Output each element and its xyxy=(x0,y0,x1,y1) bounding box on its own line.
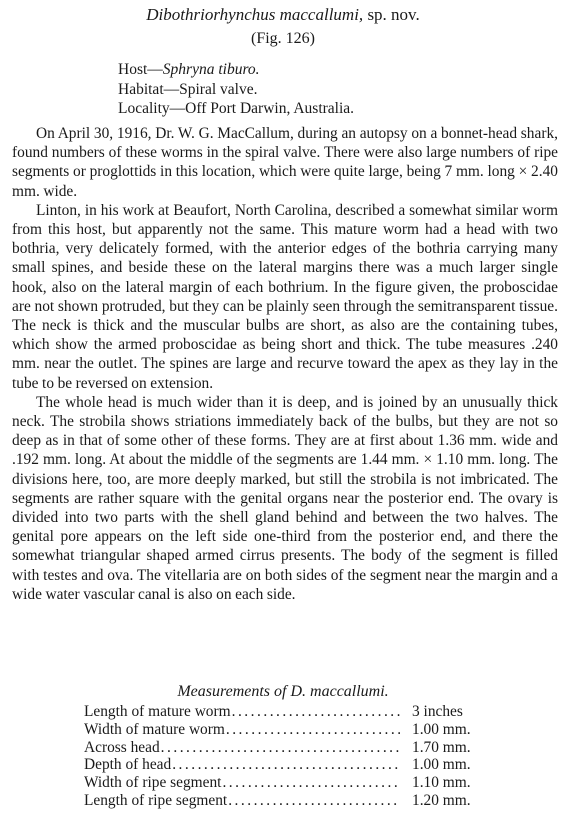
species-title xyxy=(0,4,566,26)
measurement-row xyxy=(84,774,504,792)
measurement-value: 1.00 mm. xyxy=(412,756,471,774)
dot-leader xyxy=(231,703,400,721)
specimen-metadata xyxy=(118,60,354,119)
measurement-value: 1.00 mm. xyxy=(412,720,471,738)
measurement-label: Depth of head xyxy=(84,756,172,774)
measurement-label: Length of mature worm xyxy=(84,703,231,720)
measurement-label: Across head xyxy=(84,738,160,756)
habitat-line: Habitat—Spiral valve. xyxy=(118,80,258,98)
measurement-value: 1.10 mm. xyxy=(412,774,471,792)
measurement-row xyxy=(84,792,504,810)
locality-line: Locality—Off Port Darwin, Australia. xyxy=(118,100,355,117)
measurement-value: 1.70 mm. xyxy=(412,738,471,756)
dot-leader xyxy=(225,721,400,739)
measurement-value: 1.20 mm. xyxy=(412,791,471,809)
measurements-table xyxy=(84,703,504,810)
measurement-row xyxy=(84,756,504,774)
host-value: Sphryna tiburo. xyxy=(162,61,260,78)
measurement-label: Width of mature worm xyxy=(84,720,225,738)
paragraph-head-strobila: The whole head is much wider than it is deep, and is joined by an unusually thick neck. The strobila shows striations immediately back of the bulbs, but they are not so deep as in that of some other of these forms. They are at first about 1.36 mm. wide and .192 mm. long. At about the middle of the segments are 1.44 mm. × 1.10 mm. long. The divisions here, too, are more deeply marked, but still the strobila is not imbricated. The segments are rather square with the genital organs near the posterior end. The ovary is divided into two parts with the shell gland behind and between the two halves. The genital pore appears on the left side one-third from the posterior end, and there the somewhat triangular shaped armed cirrus presents. The body of the segment is filled with testes and ova. The vitellaria are on both sides of the segment near the margin and a wide water vascular canal is also on each side. xyxy=(12,393,558,603)
description-body xyxy=(12,124,558,604)
measurement-label: Width of ripe segment xyxy=(84,774,222,792)
paragraph-discovery: On April 30, 1916, Dr. W. G. MacCallum, during an autopsy on a bonnet-head shark, found numbers of these worms in the spiral valve. There were also large numbers of ripe segments or proglottids in this location, which were quite large, being 7 mm. long × 2.40 mm. wide. xyxy=(12,125,558,200)
measurement-row xyxy=(84,739,504,757)
measurement-row xyxy=(84,721,504,739)
figure-reference: (Fig. 126) xyxy=(251,30,315,47)
dot-leader xyxy=(171,756,400,774)
species-suffix: sp. nov. xyxy=(367,5,420,24)
dot-leader xyxy=(160,739,400,757)
dot-leader xyxy=(227,792,400,810)
measurement-row xyxy=(84,703,504,721)
paragraph-linton: Linton, in his work at Beaufort, North Carolina, described a somewhat similar worm from this host, but apparently not the same. This mature worm had a head with two bothria, very delicately formed, with the anterior edges of the bothria carrying many small spines, and beside these on the lateral margins there was a much larger single hook, also on the lateral margin of each bothrium. In the figure given, the proboscidae are not shown protruded, but they can be plainly seen through the semitransparent tissue. The neck is thick and the muscular bulbs are short, as also are the containing tubes, which show the armed proboscidae as being short and thick. The tube measures .240 mm. near the outlet. The spines are large and recurve toward the apex as they lay in the tube to be reversed on extension. xyxy=(12,201,558,392)
host-label: Host— xyxy=(118,61,163,78)
measurements-title: Measurements of D. maccallumi. xyxy=(177,683,389,700)
dot-leader xyxy=(221,774,400,792)
measurement-label: Length of ripe segment xyxy=(84,791,228,809)
species-name: Dibothriorhynchus maccallumi, xyxy=(146,5,364,24)
measurement-value: 3 inches xyxy=(412,703,463,720)
host-line xyxy=(118,60,354,80)
